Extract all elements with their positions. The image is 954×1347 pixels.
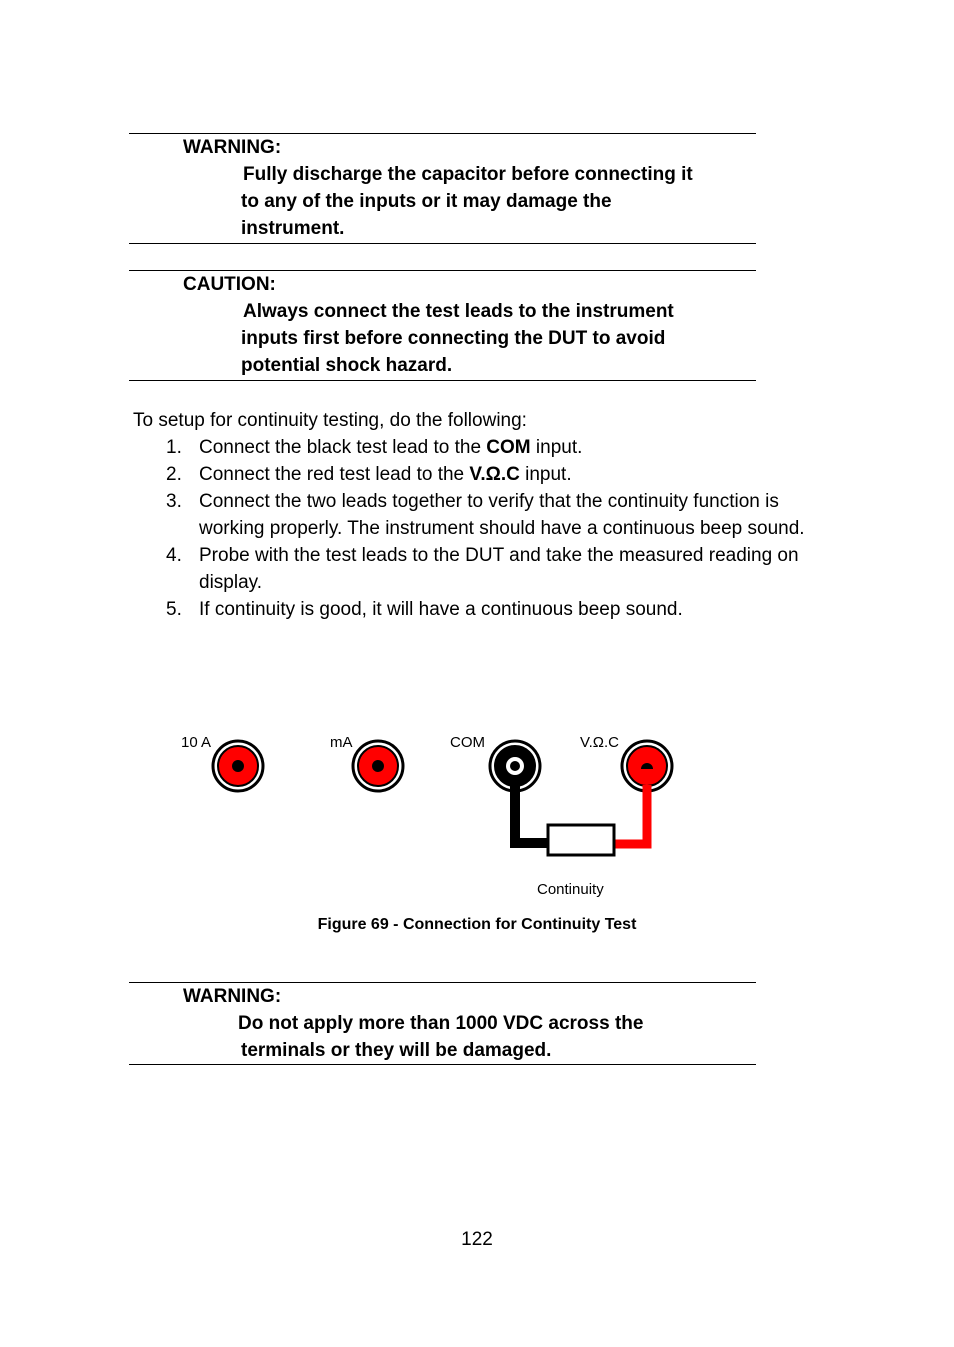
step-item [166, 542, 826, 596]
terminal-com-icon [490, 741, 540, 791]
terminal-ma-icon [353, 741, 403, 791]
procedure-steps [166, 434, 826, 623]
dut-component-icon [548, 825, 614, 855]
warning2-heading: WARNING: [183, 986, 282, 1007]
red-test-lead [615, 785, 647, 844]
continuity-connection-diagram [170, 725, 690, 905]
step-item [166, 461, 826, 488]
vohm-term: V.Ω.C [469, 464, 520, 485]
warning-heading: WARNING: [183, 137, 282, 158]
terminal-label-com: COM [450, 734, 485, 751]
caution-line: Always connect the test leads to the instrument [243, 301, 674, 322]
warning-line: to any of the inputs or it may damage the [241, 191, 612, 212]
warning-bottom-rule [129, 243, 756, 244]
step-number: 5. [166, 599, 182, 620]
step-number: 1. [166, 437, 182, 458]
step-number: 2. [166, 464, 182, 485]
black-test-lead [515, 785, 548, 843]
caution-heading: CAUTION: [183, 274, 276, 295]
step-text: Probe with the test leads to the DUT and take the measured reading on display. [199, 545, 799, 593]
com-term: COM [486, 437, 531, 458]
terminal-10a-icon [213, 741, 263, 791]
step-number: 3. [166, 491, 182, 512]
figure-caption: Figure 69 - Connection for Continuity Test [317, 916, 637, 933]
terminal-vohm-icon [622, 741, 672, 791]
step-text: Connect the red test lead to the V.Ω.C input. [199, 464, 572, 485]
terminal-label-10a: 10 A [181, 734, 212, 751]
procedure-intro: To setup for continuity testing, do the following: [133, 410, 527, 431]
step-item [166, 434, 826, 461]
caution-line: inputs first before connecting the DUT to avoid [241, 328, 666, 349]
step-text: If continuity is good, it will have a continuous beep sound. [199, 599, 683, 620]
warning2-line: Do not apply more than 1000 VDC across the [238, 1013, 644, 1034]
caution-bottom-rule [129, 380, 756, 381]
step-number: 4. [166, 545, 182, 566]
warning-line: Fully discharge the capacitor before connecting it [243, 164, 693, 185]
step-item [166, 488, 826, 542]
terminal-label-ma: mA [330, 734, 353, 751]
component-label: Continuity [537, 881, 604, 898]
warning-text [241, 161, 711, 242]
step-item [166, 596, 826, 623]
warning-line: instrument. [241, 218, 345, 239]
terminal-label-vohm: V.Ω.C [580, 734, 620, 751]
caution-text [241, 298, 711, 379]
step-text: Connect the two leads together to verify that the continuity function is working properly. The instrument should have a continuous beep sound. [199, 491, 805, 539]
caution-line: potential shock hazard. [241, 355, 453, 376]
step-text: Connect the black test lead to the COM input. [199, 437, 583, 458]
warning2-line: terminals or they will be damaged. [241, 1040, 552, 1061]
warning2-bottom-rule [129, 1064, 756, 1065]
warning2-text [238, 1010, 711, 1064]
page-number: 122 [461, 1229, 493, 1250]
